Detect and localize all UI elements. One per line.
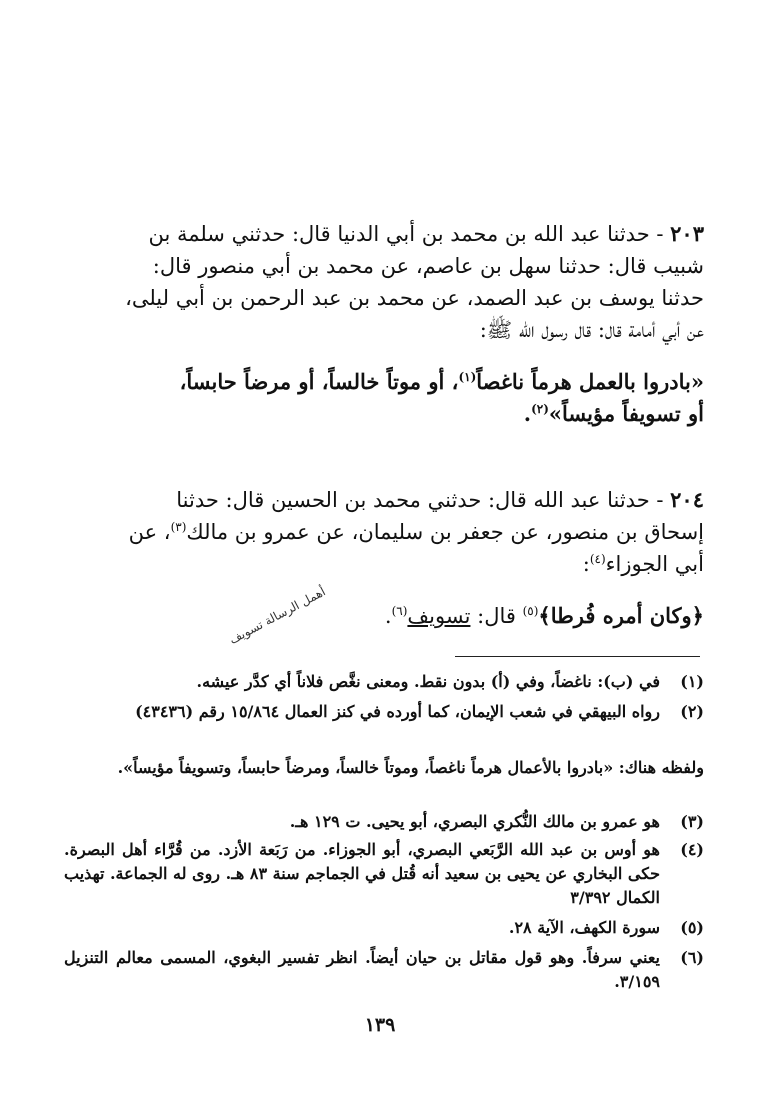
footnote-6 <box>64 946 704 994</box>
footnote-5 <box>64 916 704 940</box>
footnote-number: (٥) <box>680 918 704 937</box>
footnote-number: (١) <box>680 672 704 691</box>
isnad-text: أبي الجوزاء <box>605 552 704 576</box>
said-text: قال: <box>470 604 523 628</box>
footnote-text: يعني سرفاً. وهو قول مقاتل بن حيان أيضاً. انظر تفسير البغوي، المسمى معالم التنزيل ٣/١٥٩. <box>64 948 660 991</box>
hadith-number: ٢٠٤ <box>670 487 704 512</box>
footnote-4 <box>64 838 704 910</box>
isnad-text: ، عن <box>128 520 171 544</box>
isnad-text: إسحاق بن منصور، عن جعفر بن سليمان، عن عمرو بن مالك <box>186 520 704 544</box>
hadith-204-verse-line <box>64 600 704 632</box>
footnote-divider <box>455 656 700 657</box>
footnote-text: في (ب): ناغضاً، وفي (أ) بدون نقط. ومعنى نغَّص فلاناً أي كدَّر عيشه. <box>196 672 660 691</box>
footnote-3 <box>64 810 704 834</box>
matn-text: «بادروا بالعمل هرماً ناغصاً <box>476 369 704 394</box>
matn-text: أو تسويفاً مؤيساً» <box>548 401 704 426</box>
answer-end: . <box>384 604 392 628</box>
matn-text: ، أو موتاً خالساً، أو مرضاً حابساً، <box>179 369 459 394</box>
footnote-number: (٢) <box>680 702 704 721</box>
hadith-203-isnad <box>64 218 704 250</box>
footnote-text: هو أوس بن عبد الله الرَّبَعي البصري، أبو الجوزاء. من رَبَعة الأزد. من قُرَّاء أهل البصرة. حكى البخاري عن يحيى بن سعيد أنه قُتل في الجماجم سنة ٨٣ هـ. روى له الجماعة. تهذيب الكمال ٣/٣٩٢ <box>64 840 660 907</box>
footnote-1 <box>64 670 704 694</box>
hadith-number: ٢٠٣ <box>670 221 704 246</box>
isnad-line: عن أبي أمامة قال: قال رسول الله ﷺ: <box>479 318 704 342</box>
handwritten-note: أهمل الرسالة تسويف <box>226 584 328 647</box>
hadith-204-line-3 <box>64 548 704 580</box>
answer-text: تسويف <box>407 604 471 628</box>
quran-verse: ﴿وكان أمره فُرطا﴾ <box>538 603 704 628</box>
footnote-marker: (٤) <box>589 552 606 566</box>
hadith-203-isnad-line-2 <box>64 250 704 282</box>
matn-end: . <box>523 401 532 426</box>
footnote-2-continuation <box>64 756 704 780</box>
footnote-number: (٤) <box>680 840 704 859</box>
isnad-text: : <box>582 552 590 576</box>
footnote-number: (٣) <box>680 812 704 831</box>
footnote-2 <box>64 700 704 724</box>
hadith-204-line-2 <box>64 516 704 548</box>
hadith-204-line-1 <box>64 484 704 516</box>
isnad-line: حدثنا يوسف بن عبد الصمد، عن محمد بن عبد الرحمن بن أبي ليلى، <box>125 286 704 310</box>
hadith-203-matn-line-1 <box>64 366 704 398</box>
footnote-marker: (٣) <box>170 520 187 534</box>
page-number: ١٣٩ <box>364 1014 396 1036</box>
isnad-line: - حدثنا عبد الله بن محمد بن أبي الدنيا قال: حدثني سلمة بن <box>148 222 664 246</box>
footnote-marker: (٦) <box>391 604 408 618</box>
footnote-text: ولفظه هناك: «بادروا بالأعمال هرماً ناغصاً، وموتاً خالساً، ومرضاً حابساً، وتسويفاً مؤيساً». <box>117 758 704 777</box>
footnote-text: رواه البيهقي في شعب الإيمان، كما أورده في كنز العمال ١٥/٨٦٤ رقم (٤٣٤٣٦) <box>135 702 660 721</box>
footnote-text: سورة الكهف، الآية ٢٨. <box>508 918 660 937</box>
hadith-203-isnad-line-4 <box>64 314 704 346</box>
hadith-203-matn-line-2 <box>64 398 704 430</box>
hadith-203-isnad-line-3 <box>64 282 704 314</box>
footnote-number: (٦) <box>680 948 704 967</box>
footnote-text: هو عمرو بن مالك النُّكري البصري، أبو يحيى. ت ١٢٩ هـ. <box>289 812 660 831</box>
footnote-marker: (٥) <box>522 604 539 618</box>
isnad-line: شبيب قال: حدثنا سهل بن عاصم، عن محمد بن أبي منصور قال: <box>152 254 704 278</box>
footnote-marker: (٢) <box>531 402 549 416</box>
footnote-marker: (١) <box>458 370 477 384</box>
isnad-line: - حدثنا عبد الله قال: حدثني محمد بن الحسين قال: حدثنا <box>176 488 664 512</box>
